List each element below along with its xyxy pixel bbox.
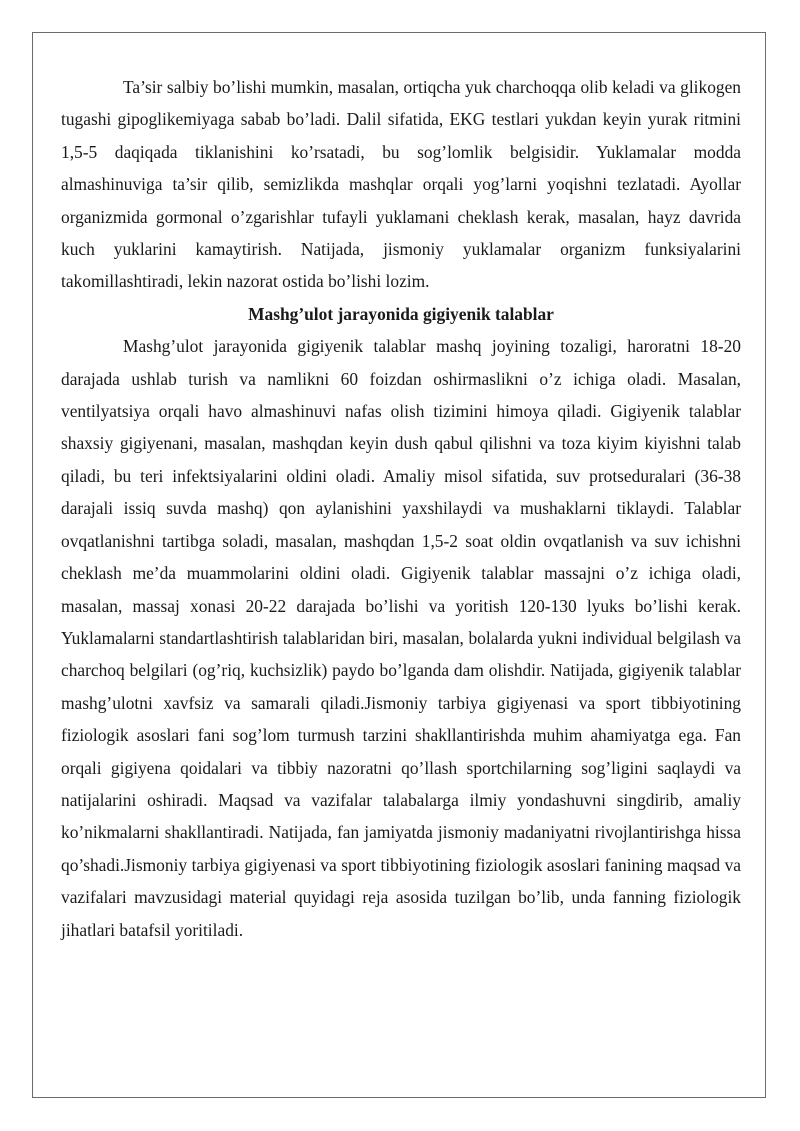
paragraph-effects: Ta’sir salbiy bo’lishi mumkin, masalan, ortiqcha yuk charchoqqa olib keladi va glikogen tugashi gipoglikemiyaga sabab bo’ladi. Dalil sifatida, EKG testlari yukdan keyin yurak ritmini 1,5-5 daqiqada tiklanishini ko’rsatadi, bu sog’lomlik belgisidir. Yuklamalar modda almashinuviga ta’sir qilib, semizlikda mashqlar orqali yog’larni yoqishni tezlatadi. Ayollar organizmida gormonal o’zgarishlar tufayli yuklamani cheklash kerak, masalan, hayz davrida kuch yuklarini kamaytirish. Natijada, jismoniy yuklamalar organizm funksiyalarini takomillashtiradi, lekin nazorat ostida bo’lishi lozim. bbox=[61, 77, 741, 292]
document-body bbox=[61, 71, 741, 946]
paragraph-hygiene-requirements: Mashg’ulot jarayonida gigiyenik talablar mashq joyining tozaligi, haroratni 18-20 darajada ushlab turish va namlikni 60 foizdan oshirmaslikni o’z ichiga oladi. Masalan, ventilyatsiya orqali havo almashinuvi nafas olish tizimini himoya qiladi. Gigiyenik talablar shaxsiy gigiyenani, masalan, mashqdan keyin dush qabul qilishni va toza kiyim kiyishni talab qiladi, bu teri infektsiyalarini oldini oladi. Amaliy misol sifatida, suv protseduralari (36-38 darajali issiq suvda mashq) qon aylanishini yaxshilaydi va mushaklarni tiklaydi. Talablar ovqatlanishni tartibga soladi, masalan, mashqdan 1,5-2 soat oldin ovqatlanish va suv ichishni cheklash me’da muammolarini oldini oladi. Gigiyenik talablar massajni o’z ichiga oladi, masalan, massaj xonasi 20-22 darajada bo’lishi va yoritish 120-130 lyuks bo’lishi kerak. Yuklamalarni standartlashtirish talablaridan biri, masalan, bolalarda yukni individual belgilash va charchoq belgilari (og’riq, kuchsizlik) paydo bo’lganda dam olishdir. Natijada, gigiyenik talablar mashg’ulotni xavfsiz va samarali qiladi.Jismoniy tarbiya gigiyenasi va sport tibbiyotining fiziologik asoslari fani sog’lom turmush tarzini shakllantirishda muhim ahamiyatga ega. Fan orqali gigiyena qoidalari va tibbiy nazoratni qo’llash sportchilarning sog’ligini saqlaydi va natijalarini oshiradi. Maqsad va vazifalar talabalarga ilmiy yondashuvni singdirib, amaliy ko’nikmalarni shakllantiradi. Natijada, fan jamiyatda jismoniy madaniyatni rivojlantirishga hissa qo’shadi.Jismoniy tarbiya gigiyenasi va sport tibbiyotining fiziologik asoslari fanining maqsad va vazifalari mavzusidagi material quyidagi reja asosida tuzilgan bo’lib, unda fanning fiziologik jihatlari batafsil yoritiladi. bbox=[61, 336, 741, 940]
section-heading: Mashg’ulot jarayonida gigiyenik talablar bbox=[248, 303, 554, 324]
